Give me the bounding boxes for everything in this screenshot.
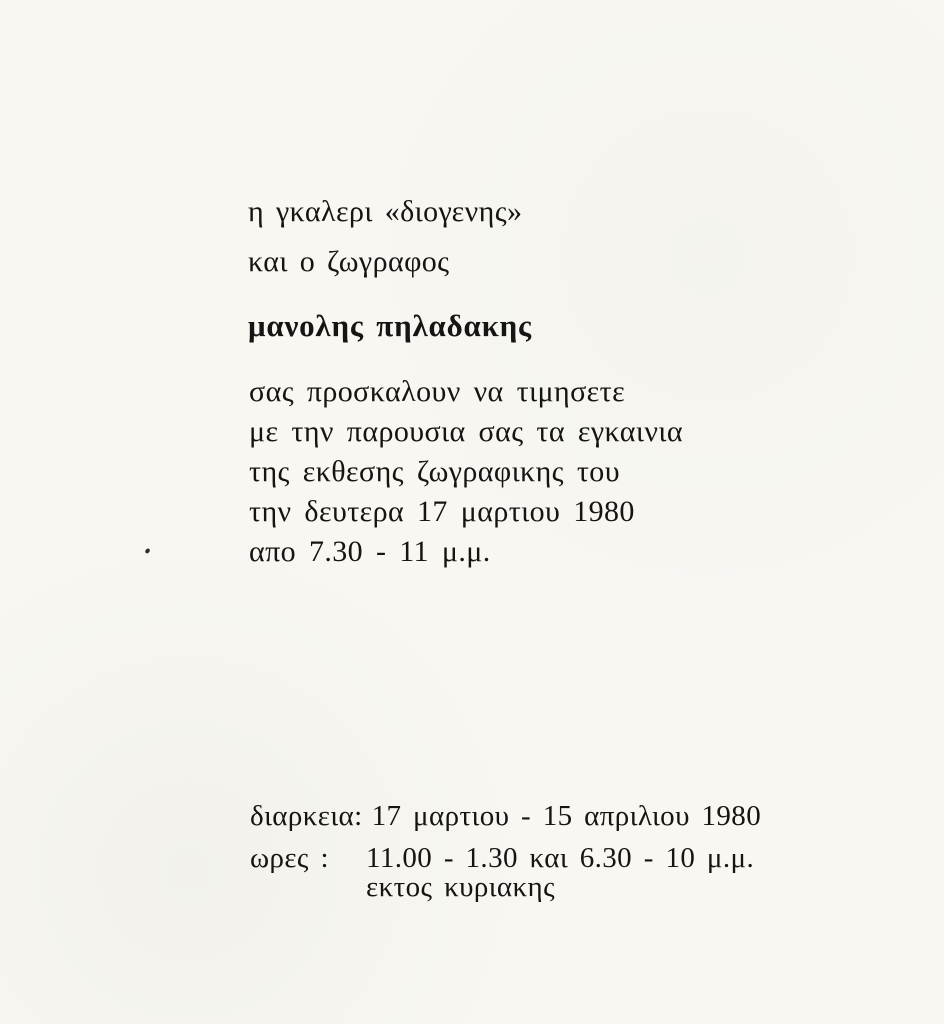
duration-value: 17 μαρτιου - 15 απριλιου 1980 bbox=[371, 800, 762, 832]
body-line-1: σας προσκαλουν να τιμησετε bbox=[249, 375, 626, 408]
and-the-painter-line: και ο ζωγραφος bbox=[248, 245, 450, 278]
body-line-2: με την παρουσια σας τα εγκαινια bbox=[249, 415, 683, 448]
duration-line bbox=[250, 802, 761, 831]
body-line-4: την δευτερα 17 μαρτιου 1980 bbox=[249, 495, 635, 528]
hours-label: ωρες : bbox=[250, 842, 329, 874]
artist-name: μανολης πηλαδακης bbox=[248, 308, 532, 343]
hours-note: εκτος κυριακης bbox=[366, 871, 555, 903]
duration-label: διαρκεια: bbox=[250, 800, 363, 832]
body-line-3: της εκθεσης ζωγραφικης του bbox=[249, 455, 620, 488]
hours-value: 11.00 - 1.30 και 6.30 - 10 μ.μ. bbox=[366, 842, 755, 874]
gallery-name-line: η γκαλερι «διογενης» bbox=[248, 195, 523, 228]
invitation-body bbox=[249, 372, 683, 572]
body-line-5: απο 7.30 - 11 μ.μ. bbox=[249, 535, 491, 568]
